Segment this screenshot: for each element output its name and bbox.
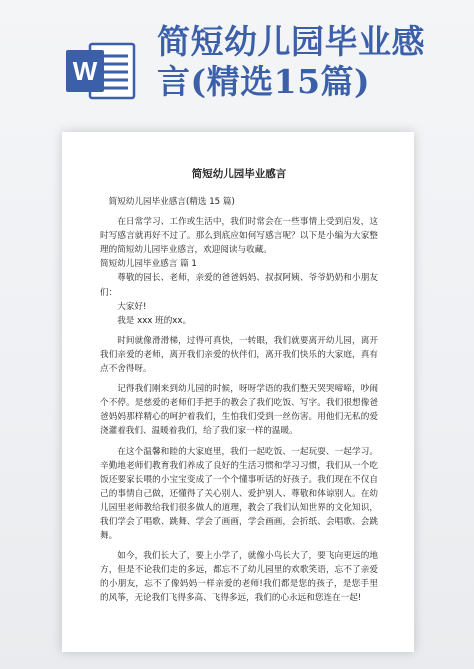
paragraph-body-4: 如今，我们长大了，要上小学了，就像小鸟长大了，要飞向更远的地方，但是不论我们走的多远，都忘不了幼儿园里的欢歌笑语，忘不了亲爱的小朋友，忘不了像妈妈一样亲爱的老师!我们都是您的孩子，是您手里的风筝，无论我们飞得多高、飞得多远，我们的心永远和您连在一起! <box>100 551 378 604</box>
word-document-icon <box>64 40 136 102</box>
paragraph-salutation: 尊敬的园长、老师，亲爱的爸爸妈妈、叔叔阿姨、爷爷奶奶和小朋友们： <box>100 273 378 298</box>
paragraph-self-intro: 我是 xxx 班的xx。 <box>117 315 192 326</box>
section-heading: 简短幼儿园毕业感言 篇 1 <box>100 259 197 270</box>
word-icon-letter: W <box>72 56 98 86</box>
paragraph-intro: 在日常学习、工作或生活中，我们时常会在一些事情上受到启发，这时写感言就再好不过了。那么到底应如何写感言呢？以下是小编为大家整理的简短幼儿园毕业感言，欢迎阅读与收藏。 <box>100 217 378 256</box>
document-title: 简短幼儿园毕业感言(精选15篇) <box>157 22 425 101</box>
paragraph-subtitle: 简短幼儿园毕业感言(精选 15 篇) <box>108 197 235 207</box>
paragraph-body-2: 记得我们刚来到幼儿园的时候，呀呀学语的我们整天哭哭啼啼，吵闹个不停。是慈爱的老师们手把手的教会了我们吃饭、写字。我们很想像爸爸妈妈那样精心的呵护着我们，生怕我们受到一丝伤害。用他们无私的爱浇灌着我们、温暖着我们，给了我们家一样的温暖。 <box>100 384 378 437</box>
document-page <box>62 132 414 652</box>
paragraph-body-3: 在这个温馨和睦的大家庭里，我们一起吃饭、一起玩耍、一起学习。辛勤地老师们教育我们养成了良好的生活习惯和学习习惯，我们从一个吃饭还要家长喂的小宝宝变成了一个个懂事听话的好孩子。我们现在不仅自己的事情自己做，还懂得了关心别人、爱护别人、尊敬和体谅别人。在幼儿园里老师教给我们很多做人的道理，教会了我们认知世界的文化知识，我们学会了唱歌、跳舞、学会了画画，学会画画，会折纸、会唱歌、会跳舞。 <box>100 446 378 542</box>
page-heading: 简短幼儿园毕业感言 <box>191 168 287 180</box>
paragraph-greeting: 大家好! <box>117 301 147 312</box>
paragraph-body-1: 时间就像滑滑梯，过得可真快，一转眼，我们就要离开幼儿园，离开我们亲爱的老师，离开我们亲爱的伙伴们，离开我们快乐的大家庭，真有点不舍得呀。 <box>100 335 378 375</box>
banner <box>0 0 474 120</box>
